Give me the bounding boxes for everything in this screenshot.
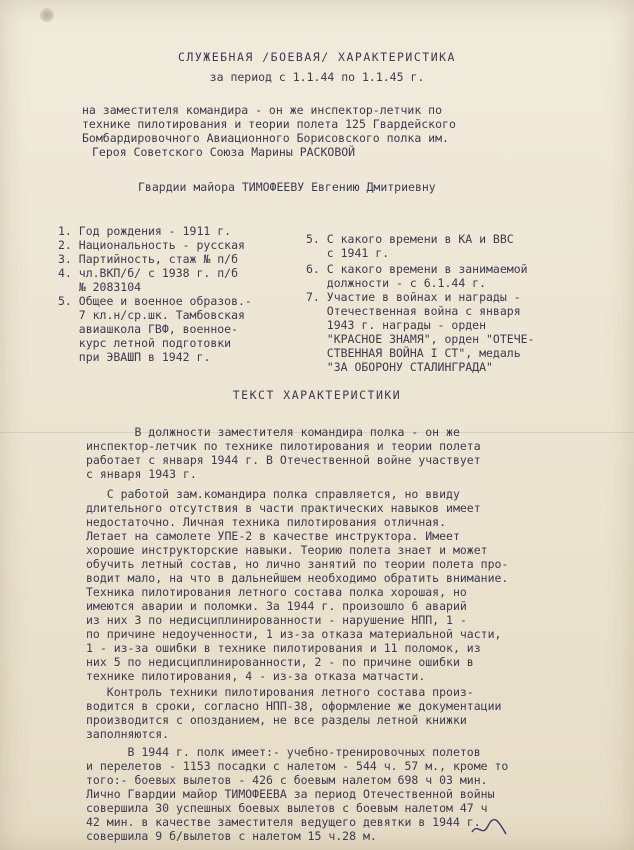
header-line: Бомбардировочного Авиационного Борисовского полка им.: [82, 131, 449, 145]
body-line: и перелетов - 1153 посадки с налетом - 544 ч. 57 м., кроме то: [86, 759, 509, 773]
detail-item: 4. чл.ВКП/б/ с 1938 г. п/б: [58, 266, 239, 280]
detail-item: Отечественная война с января: [306, 304, 521, 318]
detail-item: СТВЕННАЯ ВОЙНА I СТ", медаль: [306, 346, 521, 360]
body-line: с января 1943 г.: [86, 467, 197, 481]
detail-item: № 2083104: [58, 280, 142, 294]
body-line: них 5 по недисциплинированности, 2 - по причине ошибки в: [86, 655, 474, 669]
body-line: Лично Гвардии майор ТИМОФЕЕВА за период Отечественной войны: [86, 787, 495, 801]
detail-item: с 1941 г.: [306, 246, 390, 260]
document-period: за период с 1.1.44 по 1.1.45 г.: [209, 70, 425, 84]
body-line: из них 3 по недисциплинированности - нарушение НПП, 1 -: [86, 613, 467, 627]
detail-item: 3. Партийность, стаж № п/б: [58, 252, 239, 266]
body-line: имеются аварии и поломки. За 1944 г. произошло 6 аварий: [86, 599, 467, 613]
body-line: совершила 9 б/вылетов с налетом 15 ч.28 м.: [86, 829, 377, 843]
body-line: В 1944 г. полк имеет:- учебно-тренировочных полетов: [86, 745, 481, 759]
detail-item: должности - с 6.1.44 г.: [306, 276, 487, 290]
detail-item: 5. Общее и военное образов.-: [58, 294, 252, 308]
detail-item: "ЗА ОБОРОНУ СТАЛИНГРАДА": [306, 360, 493, 374]
body-line: В должности заместителя командира полка - он же: [86, 425, 460, 439]
body-line: совершила 30 успешных боевых вылетов с боевым налетом 47 ч: [86, 801, 488, 815]
handwritten-mark: [470, 818, 510, 840]
body-line: С работой зам.командира полка справляется, но ввиду: [86, 487, 460, 501]
body-line: Летает на самолете УПЕ-2 в качестве инструктора. Имеет: [86, 529, 460, 543]
document-title: СЛУЖЕБНАЯ /БОЕВАЯ/ ХАРАКТЕРИСТИКА: [178, 50, 456, 64]
body-line: хорошие инструкторские навыки. Теорию полета знает и может: [86, 543, 488, 557]
body-line: водит мало, на что в дальнейшем необходимо обратить внимание.: [86, 571, 509, 585]
body-line: Техника пилотирования летного состава полка хорошая, но: [86, 585, 467, 599]
body-line: недостаточно. Личная техника пилотирования отличная.: [86, 515, 447, 529]
punch-hole: [40, 8, 54, 22]
body-line: обучить летный состав, но лично занятий по теории полета про-: [86, 557, 509, 571]
body-line: водится в сроки, согласно НПП-38, оформление же документации: [86, 699, 502, 713]
detail-item: 1943 г. награды - орден: [306, 318, 487, 332]
body-line: того:- боевых вылетов - 426 с боевым налетом 698 ч 03 мин.: [86, 773, 488, 787]
detail-item: 7 кл.н/ср.шк. Тамбовская: [58, 308, 245, 322]
detail-item: 6. С какого времени в занимаемой: [306, 262, 528, 276]
header-line: на заместителя командира - он же инспектор-летчик по: [82, 103, 443, 117]
body-line: Контроль техники пилотирования летного состава произ-: [86, 685, 474, 699]
header-line: Героя Советского Союза Марины РАСКОВОЙ: [92, 145, 356, 159]
body-line: 1 - из-за ошибки в технике пилотирования и 11 поломок, из: [86, 641, 481, 655]
section-title: ТЕКСТ ХАРАКТЕРИСТИКИ: [232, 388, 402, 402]
detail-item: курс летной подготовки: [58, 336, 232, 350]
detail-item: 7. Участие в войнах и награды -: [306, 290, 521, 304]
detail-item: при ЭВАШП в 1942 г.: [58, 350, 211, 364]
detail-item: "КРАСНОЕ ЗНАМЯ", орден "ОТЕЧЕ-: [306, 332, 535, 346]
body-line: производится с опозданием, не все разделы летной книжки: [86, 713, 467, 727]
body-line: технике пилотирования, 4 - из-за отказа матчасти.: [86, 669, 426, 683]
detail-item: 5. С какого времени в КА и ВВС: [306, 232, 514, 246]
detail-item: авиашкола ГВФ, военное-: [58, 322, 239, 336]
body-line: инспектор-летчик по технике пилотирования и теории полета: [86, 439, 481, 453]
body-line: длительного отсутствия в части практических навыков имеет: [86, 501, 481, 515]
subject-name: Гвардии майора ТИМОФЕЕВУ Евгению Дмитриевну: [138, 180, 436, 194]
detail-item: 2. Национальность - русская: [58, 238, 245, 252]
body-line: работает с января 1944 г. В Отечественной войне участвует: [86, 453, 481, 467]
detail-item: 1. Год рождения - 1911 г.: [58, 224, 232, 238]
header-line: технике пилотирования и теории полета 125 Гвардейского: [82, 117, 456, 131]
body-line: заполняются.: [86, 727, 170, 741]
body-line: по причине недоученности, 1 из-за отказа материальной части,: [86, 627, 502, 641]
body-line: 42 мин. в качестве заместителя ведущего девятки в 1944 г.: [86, 815, 481, 829]
